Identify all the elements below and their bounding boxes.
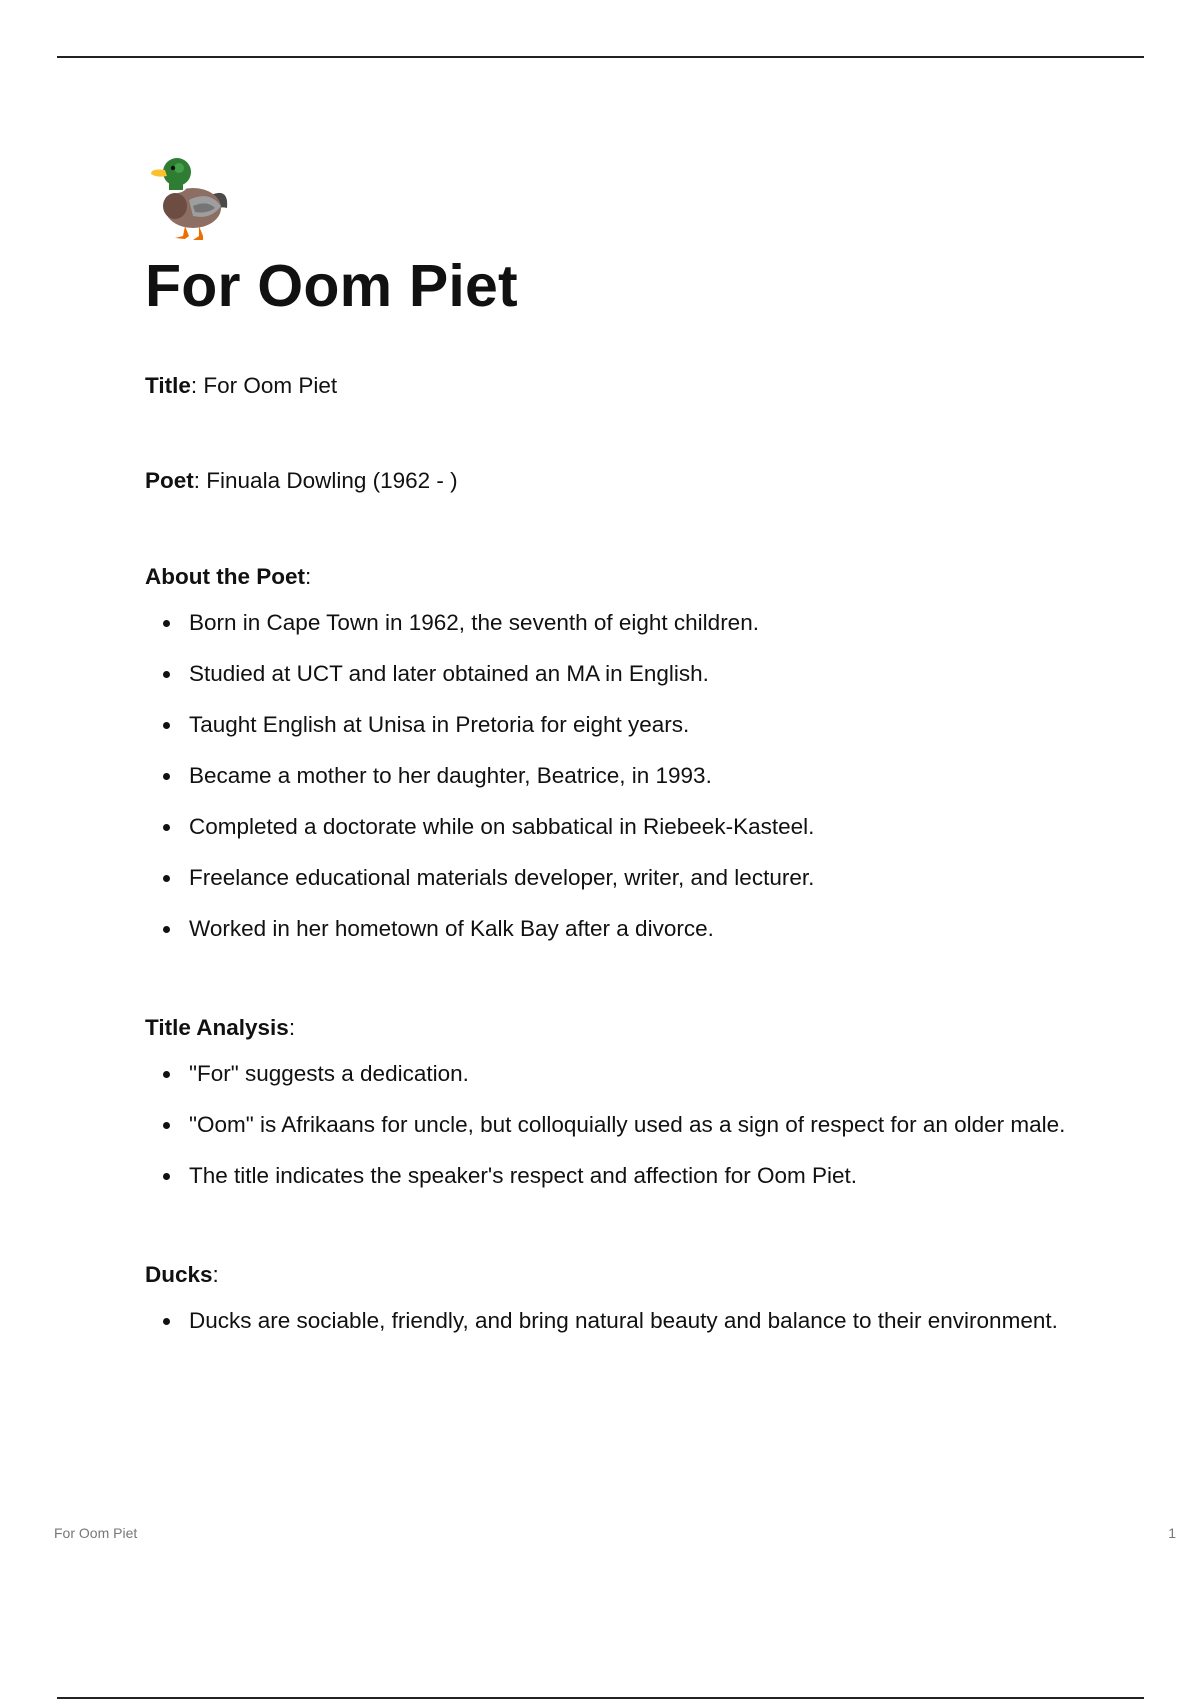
list-item: The title indicates the speaker's respect and affection for Oom Piet. (145, 1158, 1085, 1194)
list-item: Became a mother to her daughter, Beatrice, in 1993. (145, 758, 1085, 794)
footer-document-title: For Oom Piet (54, 1525, 138, 1541)
list-item: Freelance educational materials developer, writer, and lecturer. (145, 860, 1085, 896)
list-item: Born in Cape Town in 1962, the seventh of eight children. (145, 605, 1085, 641)
about-poet-list (145, 605, 1085, 947)
list-item: Studied at UCT and later obtained an MA in English. (145, 656, 1085, 692)
poet-field-sep: : (193, 468, 201, 493)
list-item: Completed a doctorate while on sabbatical in Riebeek-Kasteel. (145, 809, 1085, 845)
title-field (145, 371, 1085, 401)
list-item: Worked in her hometown of Kalk Bay after a divorce. (145, 911, 1085, 947)
title-analysis-heading (145, 1013, 1085, 1043)
top-rule (57, 56, 1144, 58)
title-analysis-list (145, 1056, 1085, 1194)
list-item: "Oom" is Afrikaans for uncle, but colloquially used as a sign of respect for an older male. (145, 1107, 1085, 1143)
ducks-heading (145, 1260, 1085, 1290)
ducks-list (145, 1303, 1085, 1339)
title-field-value: For Oom Piet (197, 373, 338, 398)
page-title: For Oom Piet (145, 253, 518, 319)
title-field-sep: : (190, 373, 198, 398)
bottom-rule (57, 1697, 1144, 1699)
poet-field-label: Poet (145, 468, 194, 493)
footer-page-number: 1 (1168, 1525, 1176, 1541)
title-analysis-heading-sep: : (288, 1015, 296, 1040)
title-analysis-heading-label: Title Analysis (145, 1015, 289, 1040)
about-poet-heading (145, 562, 1085, 592)
about-poet-heading-label: About the Poet (145, 564, 305, 589)
list-item: Taught English at Unisa in Pretoria for eight years. (145, 707, 1085, 743)
duck-icon (149, 150, 233, 242)
ducks-heading-label: Ducks (145, 1262, 213, 1287)
poet-field (145, 466, 1085, 496)
poet-field-value: Finuala Dowling (1962 - ) (200, 468, 458, 493)
title-field-label: Title (145, 373, 191, 398)
list-item: "For" suggests a dedication. (145, 1056, 1085, 1092)
list-item: Ducks are sociable, friendly, and bring natural beauty and balance to their environment. (145, 1303, 1085, 1339)
ducks-heading-sep: : (212, 1262, 219, 1287)
page-content (145, 150, 1085, 1354)
about-poet-heading-sep: : (304, 564, 312, 589)
